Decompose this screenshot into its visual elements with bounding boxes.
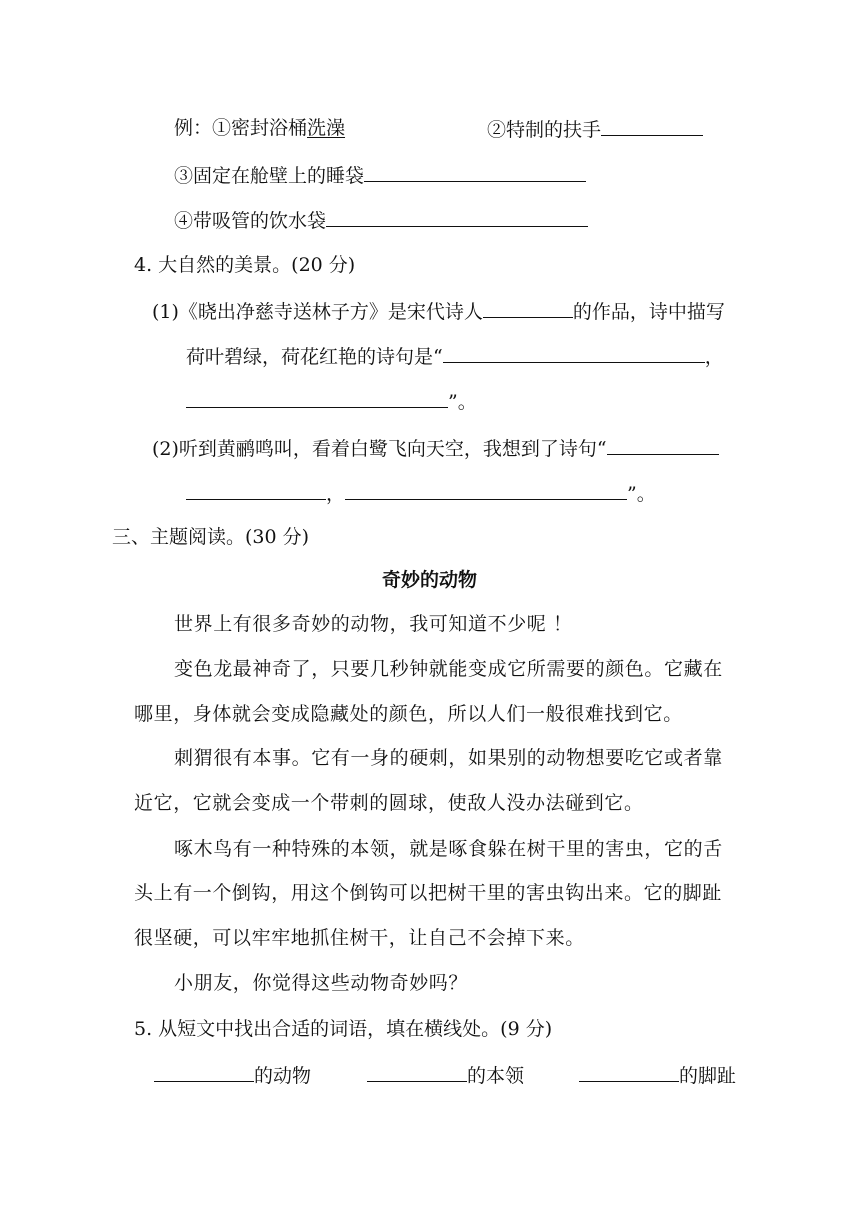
answer-blank[interactable]	[601, 115, 703, 136]
q4-part1-text-b: 的作品，诗中描写	[572, 301, 725, 323]
passage-paragraph: 小朋友，你觉得这些动物奇妙吗？	[174, 972, 469, 994]
q3-item-3	[174, 161, 586, 189]
q5-blank-2	[367, 1061, 524, 1089]
q4-part1-text-a: (1)《晓出净慈寺送林子方》是宋代诗人	[152, 301, 483, 323]
q5-blank-2-label: 的本领	[467, 1065, 525, 1087]
answer-blank[interactable]	[326, 206, 588, 227]
passage-paragraph: 变色龙最神奇了，只要几秒钟就能变成它所需要的颜色。它藏在	[174, 658, 723, 680]
q4-title: 4. 大自然的美景。(20 分)	[134, 254, 356, 276]
q3-item-4-label: ④带吸管的饮水袋	[174, 210, 327, 232]
q4-part2-comma: ，	[326, 483, 346, 505]
q4-part1-line1	[152, 297, 725, 325]
passage-paragraph: 刺猬很有本事。它有一身的硬刺，如果别的动物想要吃它或者靠	[174, 747, 723, 769]
answer-blank-verse-4[interactable]	[186, 479, 326, 500]
passage-paragraph: 世界上有很多奇妙的动物，我可知道不少呢 ！	[174, 613, 573, 635]
q4-part2-line1	[152, 434, 719, 462]
q3-example	[174, 115, 345, 141]
passage-paragraph: 头上有一个倒钩，用这个倒钩可以把树干里的害虫钩出来。它的脚趾	[134, 882, 723, 904]
q3-item-2-label: ②特制的扶手	[487, 119, 602, 141]
answer-blank[interactable]	[579, 1061, 679, 1082]
q5-blank-1-label: 的动物	[254, 1065, 312, 1087]
passage-paragraph: 啄木鸟有一种特殊的本领，就是啄食躲在树干里的害虫，它的舌	[174, 838, 723, 860]
answer-blank-verse-3[interactable]	[607, 434, 719, 455]
q5-blank-3-label: 的脚趾	[679, 1065, 737, 1087]
q5-blank-3	[579, 1061, 736, 1089]
q5-blank-1	[154, 1061, 311, 1089]
q3-item-4	[174, 206, 588, 234]
q3-example-answer: 洗澡	[307, 117, 346, 139]
q3-item-3-label: ③固定在舱壁上的睡袋	[174, 165, 365, 187]
answer-blank-verse-5[interactable]	[345, 479, 627, 500]
answer-blank[interactable]	[154, 1061, 254, 1082]
section-heading: 三、主题阅读。(30 分)	[112, 526, 310, 548]
q4-part1-line3	[186, 387, 477, 415]
q3-example-text: 例：①密封浴桶	[174, 117, 308, 139]
passage-paragraph: 近它，它就会变成一个带刺的圆球，使敌人没办法碰到它。	[134, 792, 644, 814]
q4-part2-text: (2)听到黄鹂鸣叫，看着白鹭飞向天空，我想到了诗句“	[152, 438, 607, 460]
answer-blank[interactable]	[367, 1061, 467, 1082]
answer-blank-poet[interactable]	[483, 297, 573, 318]
passage-title: 奇妙的动物	[382, 569, 478, 591]
q4-part1-comma: ，	[704, 346, 724, 368]
answer-blank-verse-1[interactable]	[443, 342, 705, 363]
q4-part1-text-c: 荷叶碧绿，荷花红艳的诗句是“	[186, 346, 443, 368]
answer-blank[interactable]	[364, 161, 586, 182]
q4-part1-end: ”。	[448, 391, 477, 413]
passage-paragraph: 很坚硬，可以牢牢地抓住树干，让自己不会掉下来。	[134, 927, 585, 949]
q4-part2-line2	[186, 479, 656, 507]
q4-part1-line2	[186, 342, 724, 370]
q5-title: 5. 从短文中找出合适的词语，填在横线处。(9 分)	[134, 1018, 553, 1040]
q4-part2-end: ”。	[627, 483, 656, 505]
passage-paragraph: 哪里，身体就会变成隐藏处的颜色，所以人们一般很难找到它。	[134, 703, 683, 725]
q3-item-2	[487, 115, 703, 143]
answer-blank-verse-2[interactable]	[186, 387, 448, 408]
